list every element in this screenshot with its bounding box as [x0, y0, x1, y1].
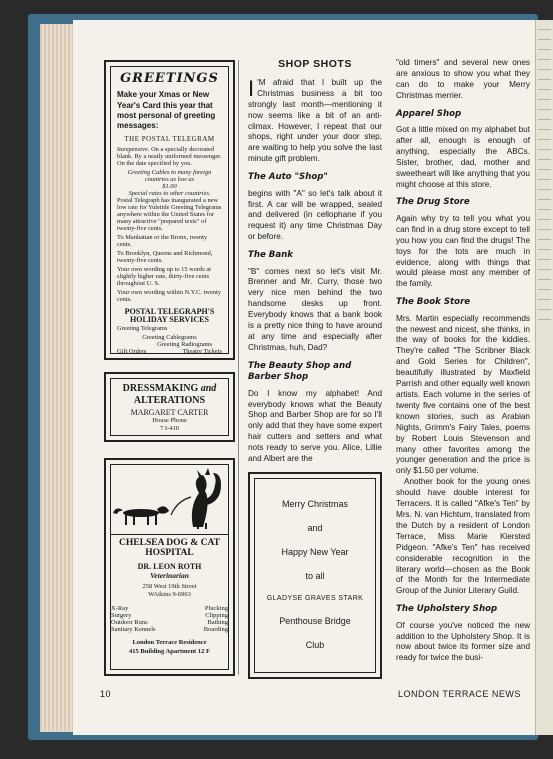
article-paragraph: Mrs. Martin especially recommends the newest and nicest, she thinks, in the way of books for the kiddies. They're called "The Scribner Black and Gold Series for Children", beautifully illustrated by Maxfield Parrish and other equally well known artists. Each volume in the series of twenty five contains one of the best known stories, such as Arabian Nights, Grimm's Fairy Tales, poems by Robert Louis Stevenson and many other favorites among the younger generation and the price is only $1.50 per volume.: [396, 313, 530, 476]
article-paragraph: Do I know my alphabet! And everybody knows what the Beauty Shop and Barber Shop are for so I'll only add that they have some expert hair cutters and setters and what nots ready to serve you. Alice, Lillie and Albert are the: [248, 388, 382, 464]
ad-service-item: Greeting Radiograms: [157, 341, 212, 349]
article-paragraph: "B" comes next so let's visit Mr. Brenner and Mr. Curry, those two very nice men behind the two handsome desks up front. Everybody knows that a bank book is a pretty nice thing to have around at any time and especially after Christmas, huh, Dad?: [248, 266, 382, 352]
subsection-heading: Apparel Shop: [396, 108, 462, 119]
article-paragraph: begins with "A" so let's talk about it first. A car will be wrapped, sealed and delivered (in cellophane if you request it) any time Christmas Day or before.: [248, 188, 382, 242]
ad-service-item: Gift Orders: [117, 348, 147, 356]
hospital-title: CHELSEA DOG & CAT HOSPITAL: [119, 538, 220, 558]
drop-cap: I: [248, 75, 255, 101]
service-item: Surgery: [111, 611, 132, 619]
christmas-greeting-box: [248, 472, 382, 679]
subsection-heading: The Drug Store: [396, 197, 470, 208]
ad-paragraph: To Manhattan or the Bronx, twenty cents.: [117, 234, 208, 249]
page-number: 10: [100, 689, 112, 699]
hospital-address: 258 West 19th Street: [142, 583, 197, 590]
hospital-services: [111, 605, 228, 634]
service-item: Bathing: [207, 618, 228, 626]
card-line: Happy New Year: [281, 547, 349, 557]
subsection-heading: The Upholstery Shop: [396, 604, 498, 615]
ad-paragraph: Inexpensive. On a specially decorated blank. By a neatly uniformed messenger. On the date specified by you.: [117, 145, 222, 167]
dress-phone: 7 I-410: [160, 424, 179, 432]
dress-heading: DRESSMAKING: [122, 383, 199, 394]
card-line: and: [307, 523, 323, 533]
dressmaking-ad: [104, 372, 235, 442]
shop-shots-column-2: [396, 58, 530, 664]
ad-services-heading: HOLIDAY SERVICES: [130, 315, 209, 325]
ad-paragraph: Your own wording up to 15 words at slightly higher rate, thirty-five cents throughout U. S.: [117, 266, 211, 288]
ad-company: THE POSTAL TELEGRAM: [124, 134, 215, 143]
hospital-doctor: DR. LEON ROTH: [137, 562, 202, 571]
subsection-heading: The Auto "Shop": [248, 172, 328, 183]
article-paragraph: Again why try to tell you what you can find in a drug store except to tell you how you can find the drugs! The toys for the tots are much in evidence, along with things that would please most any member of the family.: [396, 213, 530, 289]
ad-italic-note: Greeting Cables to many foreign countries as low as: [127, 168, 212, 183]
hospital-phone: WAtkins 9-6963: [148, 590, 191, 598]
section-heading: SHOP SHOTS: [278, 58, 352, 70]
ad-price: $1.00: [162, 182, 177, 190]
dog-and-cat-illustration: [111, 465, 228, 535]
service-item: Plucking: [204, 604, 228, 612]
shop-shots-column-1: [248, 58, 382, 465]
ad-paragraph: Postal Telegraph has inaugurated a new low rate for Yuletide Greeting Telegrams anywhere within the United States for many attractive "prepared texts" of twenty-five cents.: [117, 196, 222, 233]
article-paragraph: 'M afraid that I built up the Christmas business a bit too strongly last month—mentioning it now seems like a bit of an anti-climax. However, I repeat that our shops, right under your door step, are waiting to help you solve the last minute gift problem.: [248, 77, 382, 164]
dress-proprietor: MARGARET CARTER: [130, 408, 209, 417]
card-line: to all: [305, 571, 325, 581]
dress-heading: ALTERATIONS: [133, 394, 206, 406]
article-paragraph: Got a little mixed on my alphabet but after all, enough is enough of anything, especially the ABCs. Sister, brother, dad, mother and sweetheart will like anything that you might choose at this store.: [396, 125, 530, 189]
service-item: X-Ray: [111, 604, 129, 612]
ad-paragraph: To Brooklyn, Queens and Richmond, twenty-five cents.: [117, 250, 213, 265]
article-paragraph: Another book for the young ones should have double interest for Terracers. It is called "Afke's Ten" by Mrs. N. van Hichtum, translated from the Dutch by a resident of London Terrace, Miss Marie Kiersted Pidgeon. "Afke's Ten" has received considerable recognition in the literary world—chosen as the Book of the Month for the Intermediate Group of the Junior Literary Guild.: [396, 477, 530, 596]
postal-telegraph-ad: [104, 60, 235, 360]
ad-lead: Make your Xmas or New Year's Card this year that most personal of greeting messages:: [117, 90, 216, 131]
hospital-residence: 415 Building Apartment 12 F: [129, 647, 210, 655]
ad-italic-note: Special rates to other countries.: [128, 189, 211, 197]
card-line: Merry Christmas: [281, 499, 348, 509]
subsection-heading: The Book Store: [396, 297, 471, 308]
page-edges-left: [40, 24, 74, 732]
dress-phone-label: House Phone: [152, 417, 187, 424]
service-item: Boarding: [203, 626, 228, 634]
service-item: Clipping: [205, 611, 228, 619]
page-edges-right: [535, 20, 553, 735]
dog-cat-hospital-ad: [104, 458, 235, 676]
ad-service-item: Greeting Telegrams: [117, 325, 168, 333]
hospital-role: Veterinarian: [150, 571, 189, 580]
ad-services-heading: POSTAL TELEGRAPH'S: [124, 306, 215, 316]
subsection-heading: The Bank: [248, 250, 293, 261]
card-line: Penthouse Bridge: [279, 616, 351, 626]
service-item: Sanitary Kennels: [111, 626, 156, 634]
card-line: Club: [305, 640, 325, 650]
publication-name: LONDON TERRACE NEWS: [398, 689, 521, 699]
ad-title: GREETINGS: [120, 71, 219, 86]
column-divider: [238, 60, 239, 675]
ad-service-item: Greeting Cablegrams: [142, 334, 197, 342]
service-item: Outdoor Runs: [111, 618, 148, 626]
dress-and: and: [200, 383, 217, 394]
card-name: GLADYSE GRAVES STARK: [266, 595, 364, 602]
hospital-residence: London Terrace Residence: [132, 639, 207, 647]
subsection-heading: The Beauty Shop and Barber Shop: [248, 360, 352, 383]
ad-paragraph: Your own wording within N.Y.C. twenty cents.: [117, 289, 221, 304]
ad-service-item: Theatre Tickets: [182, 348, 222, 356]
article-paragraph: "old timers" and several new ones are anxious to show you what they can do to make your Merry Christmas merrier.: [396, 58, 530, 100]
article-paragraph: Of course you've noticed the new addition to the Upholstery Shop. It is now about twice its former size and ready for twice the busi-: [396, 620, 530, 663]
